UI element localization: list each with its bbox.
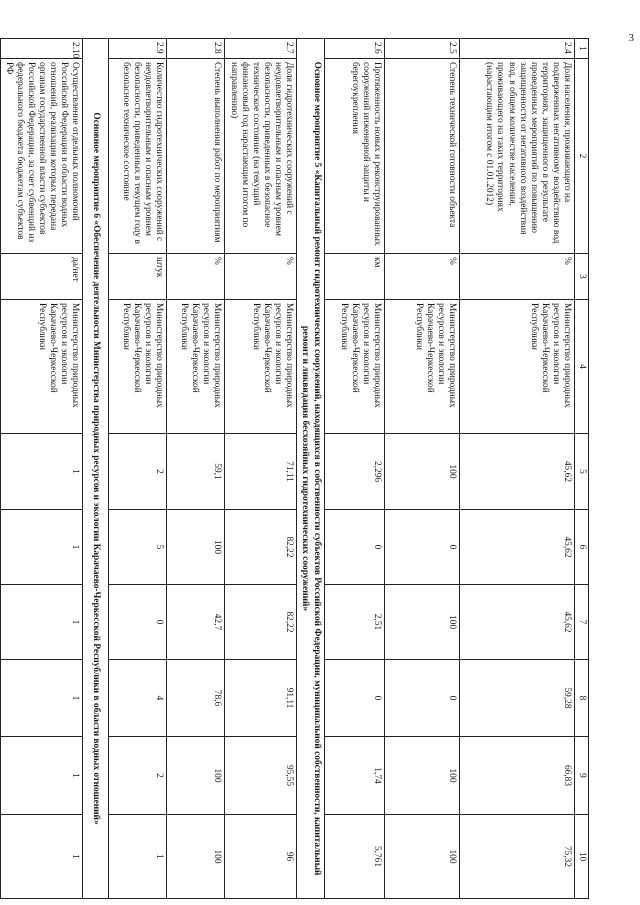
unit: %: [167, 254, 225, 300]
value-cell: 100: [167, 815, 225, 899]
row-number: 2.7: [225, 39, 297, 59]
header-cell: 2: [575, 59, 589, 254]
header-cell: 10: [575, 815, 589, 899]
table-row: [167, 39, 225, 899]
executor: Министерство природных ресурсов и экологии Карачаево-Черкесской Республики: [225, 300, 297, 434]
value-cell: 1: [109, 815, 167, 899]
table-row: [325, 39, 385, 899]
value-cell: 2: [109, 737, 167, 815]
executor: Министерство природных ресурсов и экологии Карачаево-Черкесской Республики: [109, 300, 167, 434]
value-cell: 1: [0, 815, 83, 899]
indicator-name: Количество гидротехнических сооружений с неудовлетворительным и опасным уровнем безопасности, приведенных в текущем году в безопасное техническое состояние: [109, 59, 167, 254]
header-cell: 6: [575, 510, 589, 585]
value-cell: 100: [385, 585, 460, 660]
table-row: [225, 39, 297, 899]
indicator-name: Степень технической готовности объекта: [385, 59, 460, 254]
value-cell: 82,22: [225, 510, 297, 585]
header-cell: 8: [575, 660, 589, 737]
value-cell: 1: [0, 737, 83, 815]
indicator-name: Осуществление отдельных полномочий Российской Федерации в области водных отношений, реализация которых передана органам государственной власти субъектов Российской Федерации, за счет субвенций из федерального бюджета бюджетам субъектов РФ: [0, 59, 83, 254]
header-cell: 7: [575, 585, 589, 660]
section-title: Основное мероприятие 6 «Обеспечение деятельности Министерства природных ресурсов и экологии Карачаево-Черкесской Республики в области водных отношений»: [83, 39, 109, 899]
row-number: 2.6: [325, 39, 385, 59]
value-cell: 0: [109, 585, 167, 660]
executor: Министерство природных ресурсов и экологии Карачаево-Черкесской Республики: [0, 300, 83, 434]
value-cell: 1,74: [325, 737, 385, 815]
header-cell: 9: [575, 737, 589, 815]
value-cell: 0: [325, 660, 385, 737]
value-cell: 45,62: [460, 510, 575, 585]
value-cell: 4: [109, 660, 167, 737]
row-number: 2.10: [0, 39, 83, 59]
header-cell: 4: [575, 300, 589, 434]
value-cell: 2,296: [325, 434, 385, 510]
value-cell: 100: [385, 815, 460, 899]
section-row: [297, 39, 325, 899]
indicators-table: [0, 38, 589, 899]
indicator-name: Степень выполнения работ по мероприятиям: [167, 59, 225, 254]
section-row: [83, 39, 109, 899]
indicator-name: Протяженность новых и реконструированных сооружений инженерной защиты и берегоукрепления: [325, 59, 385, 254]
table-row: [109, 39, 167, 899]
value-cell: 2,51: [325, 585, 385, 660]
header-cell: 5: [575, 434, 589, 510]
rotated-page: [3, 38, 589, 898]
value-cell: 71,11: [225, 434, 297, 510]
value-cell: 1: [0, 585, 83, 660]
row-number: 2.9: [109, 39, 167, 59]
table-row: [385, 39, 460, 899]
executor: Министерство природных ресурсов и экологии Карачаево-Черкесской Республики: [325, 300, 385, 434]
section-title: Основное мероприятие 5 «Капитальный ремонт гидротехнических сооружений, находящихся в собственности субъектов Российской Федерации, муниципальной собственности, капитальный ремонт и ликвидация бесхозяйных гидротехнических сооружений»: [297, 39, 325, 899]
value-cell: 45,62: [460, 585, 575, 660]
row-number: 2.5: [385, 39, 460, 59]
header-cell: 3: [575, 254, 589, 300]
header-row: [575, 39, 589, 899]
unit: штук: [109, 254, 167, 300]
value-cell: 78,6: [167, 660, 225, 737]
value-cell: 1: [0, 434, 83, 510]
value-cell: 100: [385, 737, 460, 815]
value-cell: 42,7: [167, 585, 225, 660]
value-cell: 75,32: [460, 815, 575, 899]
row-number: 2.8: [167, 39, 225, 59]
value-cell: 1: [0, 510, 83, 585]
value-cell: 5: [109, 510, 167, 585]
value-cell: 5,761: [325, 815, 385, 899]
value-cell: 96: [225, 815, 297, 899]
value-cell: 91,11: [225, 660, 297, 737]
value-cell: 45,62: [460, 434, 575, 510]
unit: %: [385, 254, 460, 300]
value-cell: 100: [385, 434, 460, 510]
value-cell: 0: [385, 510, 460, 585]
header-cell: 1: [575, 39, 589, 59]
value-cell: 59,1: [167, 434, 225, 510]
executor: Министерство природных ресурсов и экологии Карачаево-Черкесской Республики: [385, 300, 460, 434]
value-cell: 82,22: [225, 585, 297, 660]
unit: да/нет: [0, 254, 83, 300]
value-cell: 0: [385, 660, 460, 737]
unit: км: [325, 254, 385, 300]
unit: %: [225, 254, 297, 300]
indicator-name: Доля населения, проживающего на подверженных негативному воздействию вод территориях, защищенного в результате проведенных мероприятий по повышению защищенности от негативного воздействия вод, в общем количестве населения, проживающего на таких территориях (нарастающим итогом с 01.01.2012): [460, 59, 575, 254]
value-cell: 100: [167, 510, 225, 585]
executor: Министерство природных ресурсов и экологии Карачаево-Черкесской Республики: [167, 300, 225, 434]
value-cell: 0: [325, 510, 385, 585]
table-row: [0, 39, 83, 899]
indicator-name: Доля гидротехнических сооружений с неудовлетворительным и опасным уровнем безопасности, приведенных в безопасное техническое состояние (на текущий финансовый год нарастающим итогом по направлению): [225, 59, 297, 254]
value-cell: 95,55: [225, 737, 297, 815]
value-cell: 66,83: [460, 737, 575, 815]
table-row: [460, 39, 575, 899]
value-cell: 1: [0, 660, 83, 737]
unit: %: [460, 254, 575, 300]
row-number: 2.4: [460, 39, 575, 59]
value-cell: 59,28: [460, 660, 575, 737]
value-cell: 100: [167, 737, 225, 815]
executor: Министерство природных ресурсов и экологии Карачаево-Черкесской Республики: [460, 300, 575, 434]
value-cell: 2: [109, 434, 167, 510]
page-number: 3: [628, 32, 634, 44]
